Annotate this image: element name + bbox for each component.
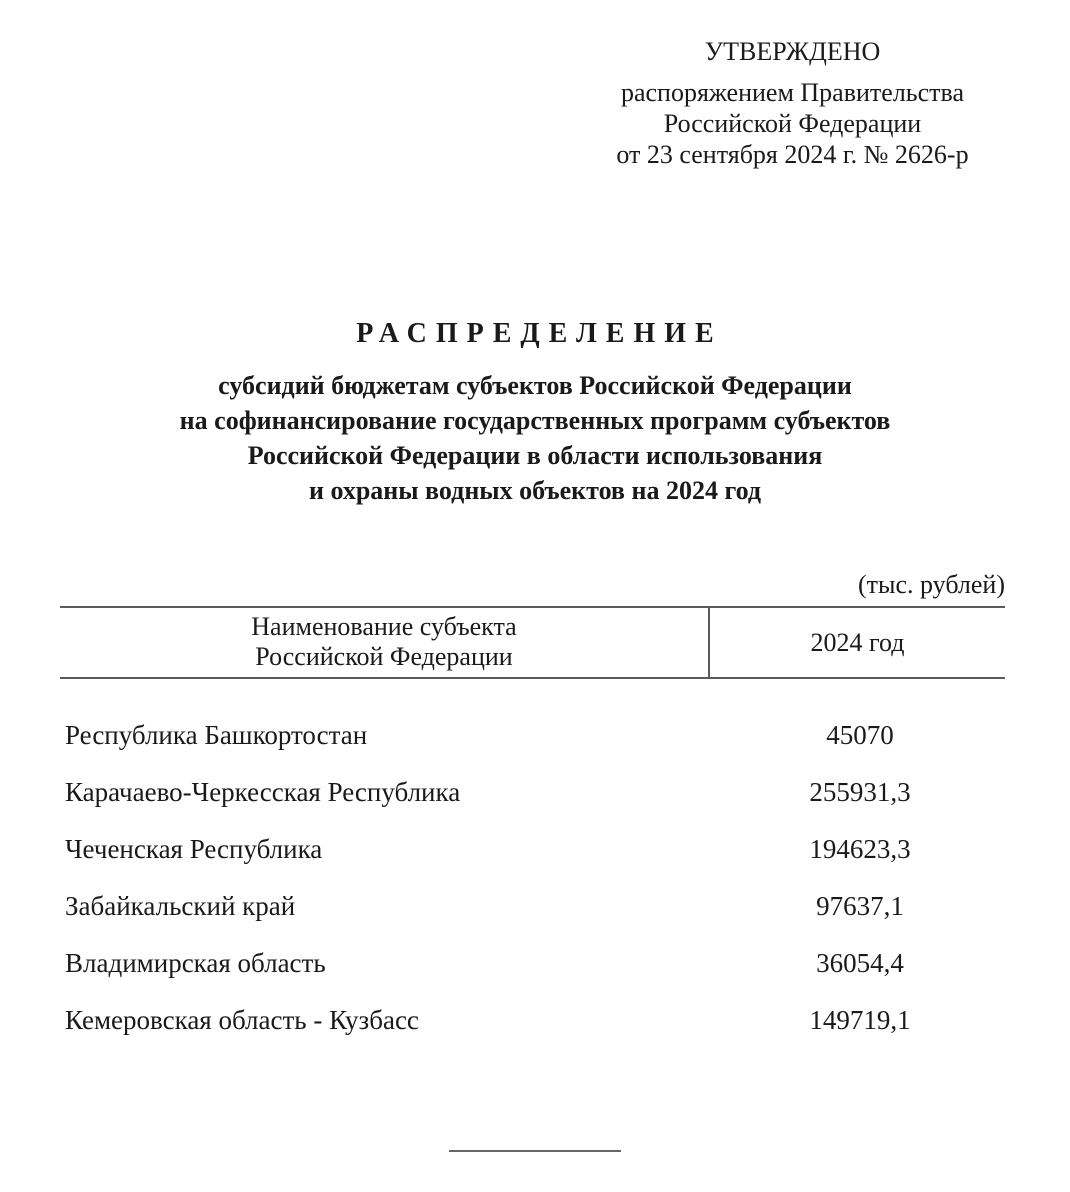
table-body [60,679,1005,1049]
region-name: Кемеровская область - Кузбасс [65,1005,419,1035]
subsidy-value: 45070 [826,720,894,750]
table-row [60,821,1005,878]
document-subtitle [0,368,1070,508]
subsidy-value: 36054,4 [816,948,904,978]
approval-authority-line2: Российской Федерации [663,109,922,138]
subsidy-value: 97637,1 [816,891,904,921]
approval-date-number: от 23 сентября 2024 г. № 2626-р [616,140,969,169]
subsidy-value: 255931,3 [809,777,911,807]
subsidy-value: 194623,3 [809,834,911,864]
subtitle-line-4: и охраны водных объектов на 2024 год [308,476,762,505]
region-name: Карачаево-Черкесская Республика [65,777,461,807]
document-title: РАСПРЕДЕЛЕНИЕ [356,318,723,349]
column-header-region-line2: Российской Федерации [255,642,513,671]
approval-block [570,36,1015,170]
table-row [60,935,1005,992]
subsidy-value: 149719,1 [809,1005,911,1035]
region-name: Владимирская область [65,948,326,978]
column-header-region-line1: Наименование субъекта [251,612,517,641]
units-note: (тыс. рублей) [857,570,1005,599]
table-row [60,707,1005,764]
table-row [60,992,1005,1049]
region-name: Чеченская Республика [65,834,323,864]
column-header-year: 2024 год [810,627,905,657]
subtitle-line-2: на софинансирование государственных программ субъектов [179,406,891,435]
distribution-table [60,606,1005,1049]
footer-rule [449,1150,621,1152]
approval-authority-line1: распоряжением Правительства [620,78,965,107]
column-header-region [60,608,710,677]
subtitle-line-1: субсидий бюджетам субъектов Российской Федерации [218,371,852,400]
table-row [60,764,1005,821]
region-name: Республика Башкортостан [65,720,368,750]
table-row [60,878,1005,935]
region-name: Забайкальский край [65,891,296,921]
approval-stamp: УТВЕРЖДЕНО [704,37,881,66]
subtitle-line-3: Российской Федерации в области использования [247,441,823,470]
table-header-row [60,606,1005,679]
